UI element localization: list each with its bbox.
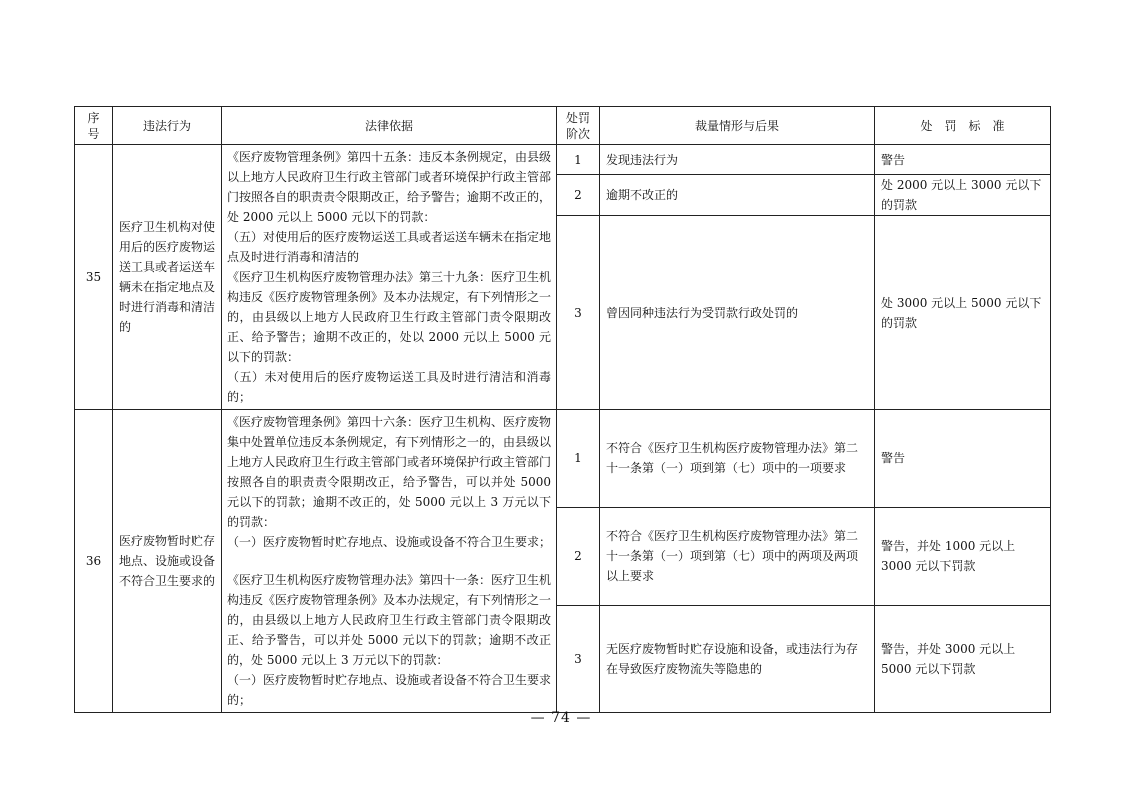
basis-paragraph: （五）未对使用后的医疗废物运送工具及时进行清洁和消毒的； (227, 370, 551, 404)
level-penalty: 处 3000 元以上 5000 元以下的罚款 (875, 216, 1051, 410)
header-step: 处罚 阶次 (557, 107, 600, 145)
basis-paragraph: （五）对使用后的医疗废物运送工具或者运送车辆未在指定地点及时进行消毒和清洁的 (227, 230, 552, 264)
level-circumstance: 不符合《医疗卫生机构医疗废物管理办法》第二十一条第（一）项到第（七）项中的一项要求 (600, 410, 875, 508)
header-penalty: 处 罚 标 准 (875, 107, 1051, 145)
level-step: 2 (557, 507, 600, 605)
blank-line (227, 552, 551, 570)
level-penalty: 警告 (875, 145, 1051, 175)
row-act: 医疗废物暂时贮存地点、设施或设备不符合卫生要求的 (113, 410, 222, 713)
row-basis (222, 410, 557, 713)
level-circumstance: 无医疗废物暂时贮存设施和设备，或违法行为存在导致医疗废物流失等隐患的 (600, 605, 875, 712)
level-step: 1 (557, 145, 600, 175)
table-row (75, 410, 1051, 508)
row-seq: 36 (75, 410, 113, 713)
row-act: 医疗卫生机构对使用后的医疗废物运送工具或者运送车辆未在指定地点及时进行消毒和清洁的 (113, 145, 222, 410)
level-penalty: 警告，并处 1000 元以上 3000 元以下罚款 (875, 507, 1051, 605)
basis-paragraph: （一）医疗废物暂时贮存地点、设施或设备不符合卫生要求； (227, 535, 552, 549)
level-circumstance: 发现违法行为 (600, 145, 875, 175)
table-row (75, 145, 1051, 175)
row-basis (222, 145, 557, 410)
level-circumstance: 曾因同种违法行为受罚款行政处罚的 (600, 216, 875, 410)
penalty-standards-table (74, 106, 1051, 713)
level-step: 3 (557, 216, 600, 410)
row-seq: 35 (75, 145, 113, 410)
level-circumstance: 不符合《医疗卫生机构医疗废物管理办法》第二十一条第（一）项到第（七）项中的两项及两项以上要求 (600, 507, 875, 605)
basis-paragraph: 《医疗废物管理条例》第四十五条：违反本条例规定，由县级以上地方人民政府卫生行政主管部门或者环境保护行政主管部门按照各自的职责责令限期改正，给予警告；逾期不改正的，处 2000 元以上 5000 元以下的罚款： (227, 150, 552, 224)
basis-paragraph: （一）医疗废物暂时贮存地点、设施或者设备不符合卫生要求的； (227, 673, 552, 707)
level-penalty: 警告，并处 3000 元以上 5000 元以下罚款 (875, 605, 1051, 712)
level-penalty: 警告 (875, 410, 1051, 508)
header-circumstance: 裁量情形与后果 (600, 107, 875, 145)
level-step: 2 (557, 175, 600, 216)
header-row (75, 107, 1051, 145)
level-step: 3 (557, 605, 600, 712)
header-act: 违法行为 (113, 107, 222, 145)
level-circumstance: 逾期不改正的 (600, 175, 875, 216)
basis-paragraph: 《医疗卫生机构医疗废物管理办法》第三十九条：医疗卫生机构违反《医疗废物管理条例》及本办法规定，有下列情形之一的，由县级以上地方人民政府卫生行政主管部门责令限期改正、给予警告；逾期不改正的，处以 2000 元以上 5000 元以下的罚款： (227, 270, 552, 364)
level-penalty: 处 2000 元以上 3000 元以下的罚款 (875, 175, 1051, 216)
header-basis: 法律依据 (222, 107, 557, 145)
header-seq: 序 号 (75, 107, 113, 145)
page-number: — 74 — (530, 710, 592, 726)
basis-paragraph: 《医疗废物管理条例》第四十六条：医疗卫生机构、医疗废物集中处置单位违反本条例规定，有下列情形之一的，由县级以上地方人民政府卫生行政主管部门或者环境保护行政主管部门按照各自的职责责令限期改正，给予警告，可以并处 5000 元以下的罚款；逾期不改正的，处 5000 元以上 3 万元以下的罚款： (227, 415, 552, 529)
basis-paragraph: 《医疗卫生机构医疗废物管理办法》第四十一条：医疗卫生机构违反《医疗废物管理条例》及本办法规定，有下列情形之一的，由县级以上地方人民政府卫生行政主管部门责令限期改正、给予警告，可以并处 5000 元以下的罚款；逾期不改正的，处 5000 元以上 3 万元以下的罚款： (227, 573, 552, 667)
level-step: 1 (557, 410, 600, 508)
